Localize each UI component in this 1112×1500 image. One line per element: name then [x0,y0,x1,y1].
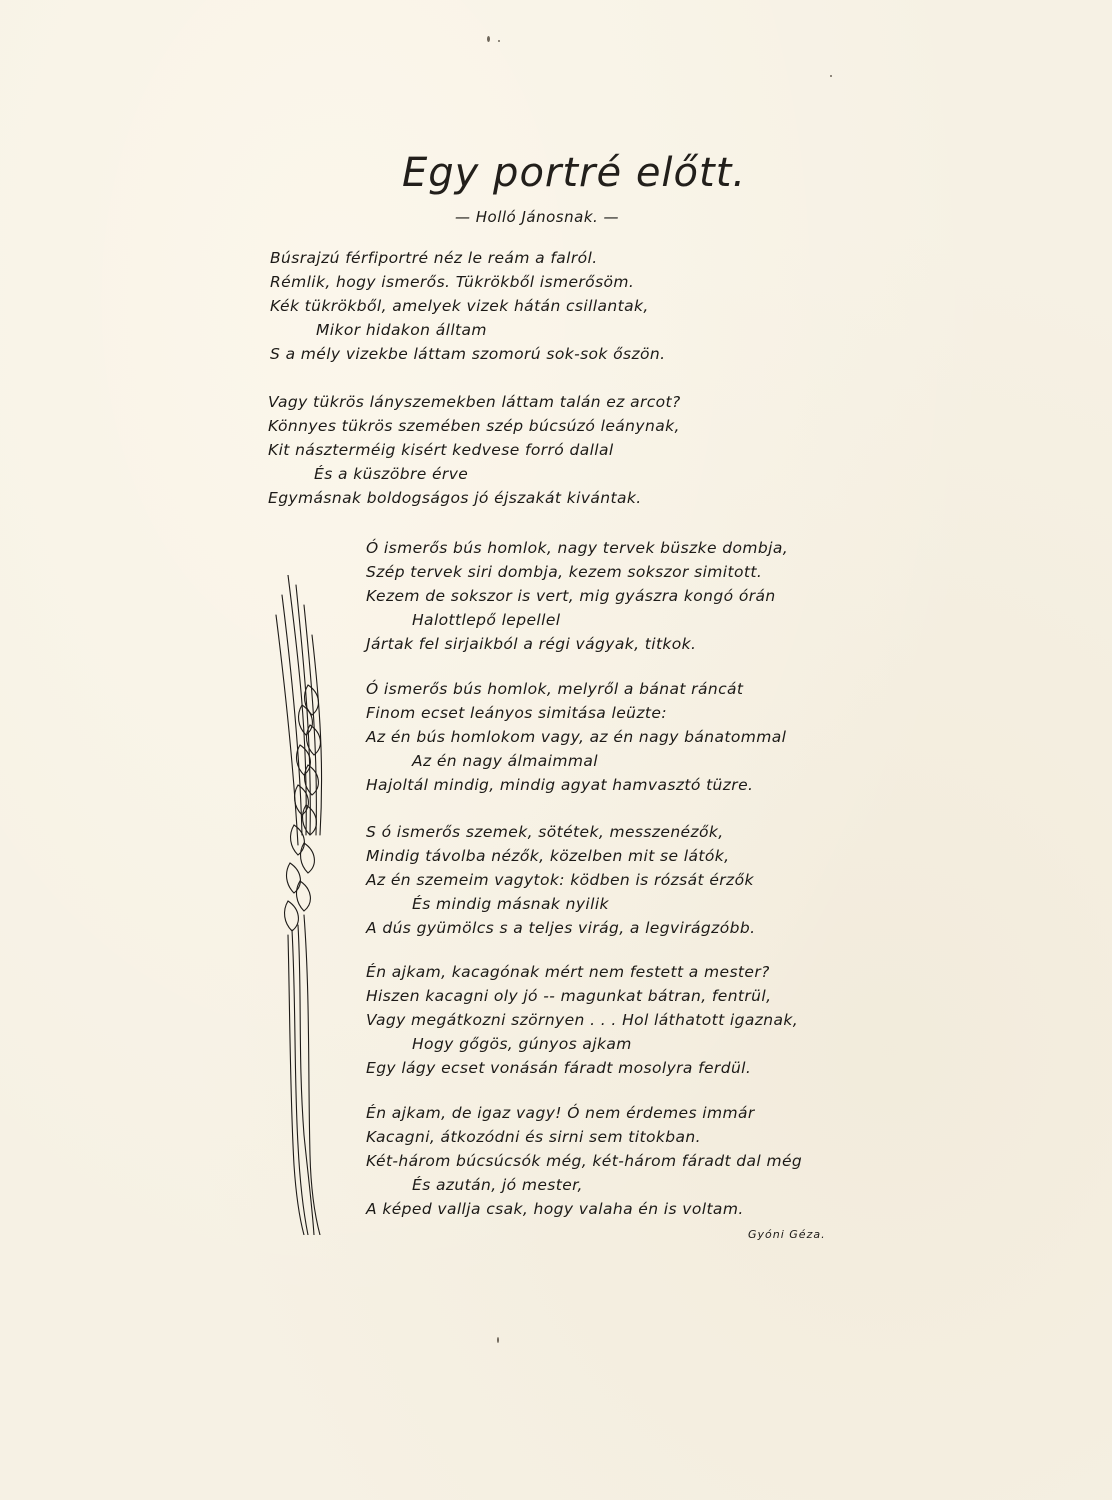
poem-line: Ó ismerős bús homlok, melyről a bánat ráncát [366,680,744,698]
poem-line: Az én nagy álmaimmal [412,752,598,770]
paper-speck [830,75,832,77]
poem-line: Kék tükrökből, amelyek vizek hátán csillantak, [270,297,649,315]
poem-line: Mindig távolba nézők, közelben mit se látók, [366,847,730,865]
stanza [268,390,681,510]
poem-line: Az én szemeim vagytok: ködben is rózsát érzők [366,871,754,889]
poem-line: Ó ismerős bús homlok, nagy tervek büszke dombja, [366,539,789,557]
poem-line: Szép tervek siri dombja, kezem sokszor simitott. [366,563,763,581]
poem-line: Rémlik, hogy ismerős. Tükrökből ismerősöm. [270,273,635,291]
poem-line: Kit nászterméig kisért kedvese forró dallal [268,441,614,459]
poem-line: A dús gyümölcs s a teljes virág, a legvirágzóbb. [366,919,756,937]
stanza [366,820,755,940]
stanza [366,960,798,1080]
stanza [270,246,665,366]
poem-line: Az én bús homlokom vagy, az én nagy bánatommal [366,728,787,746]
poem-line: És azután, jó mester, [412,1176,583,1194]
poem-line: Hiszen kacagni oly jó -- magunkat bátran, fentrül, [366,987,772,1005]
poem-line: Kezem de sokszor is vert, mig gyászra kongó órán [366,587,776,605]
wheat-ear-illustration [268,575,348,1235]
paper-speck [498,40,500,42]
paper-speck [487,36,490,42]
poem-line: S ó ismerős szemek, sötétek, messzenézők, [366,823,724,841]
poem-line: És a küszöbre érve [314,465,469,483]
poem-line: Én ajkam, de igaz vagy! Ó nem érdemes immár [366,1104,755,1122]
poem-line: Vagy tükrös lányszemekben láttam talán ez arcot? [268,393,681,411]
poem-line: Halottlepő lepellel [412,611,561,629]
paper-speck [497,1337,499,1343]
poem-line: A képed vallja csak, hogy valaha én is voltam. [366,1200,744,1218]
stanza [366,677,786,797]
poem-title: Egy portré előtt. [402,150,747,196]
poem-line: Egy lágy ecset vonásán fáradt mosolyra ferdül. [366,1059,752,1077]
poem-line: Könnyes tükrös szemében szép búcsúzó leánynak, [268,417,680,435]
stanza [366,536,788,656]
poem-line: Búsrajzú férfiportré néz le reám a falról. [270,249,598,267]
poem-line: Jártak fel sirjaikból a régi vágyak, titkok. [366,635,697,653]
poem-line: Egymásnak boldogságos jó éjszakát kivántak. [268,489,642,507]
poem-line: Finom ecset leányos simitása leüzte: [366,704,667,722]
stanza [366,1101,802,1221]
poem-line: Én ajkam, kacagónak mért nem festett a mester? [366,963,770,981]
poem-line: Hogy gőgös, gúnyos ajkam [412,1035,632,1053]
poem-line: Két-három búcsúcsók még, két-három fáradt dal még [366,1152,803,1170]
poem-line: S a mély vizekbe láttam szomorú sok-sok őszön. [270,345,666,363]
poem-line: És mindig másnak nyilik [412,895,609,913]
poem-line: Vagy megátkozni szörnyen . . . Hol láthatott igaznak, [366,1011,799,1029]
poem-line: Mikor hidakon álltam [316,321,487,339]
poem-line: Hajoltál mindig, mindig agyat hamvasztó tüzre. [366,776,754,794]
poem-dedication: — Holló Jánosnak. — [455,208,620,226]
author-signature: Gyóni Géza. [748,1228,826,1241]
poem-line: Kacagni, átkozódni és sirni sem titokban. [366,1128,701,1146]
